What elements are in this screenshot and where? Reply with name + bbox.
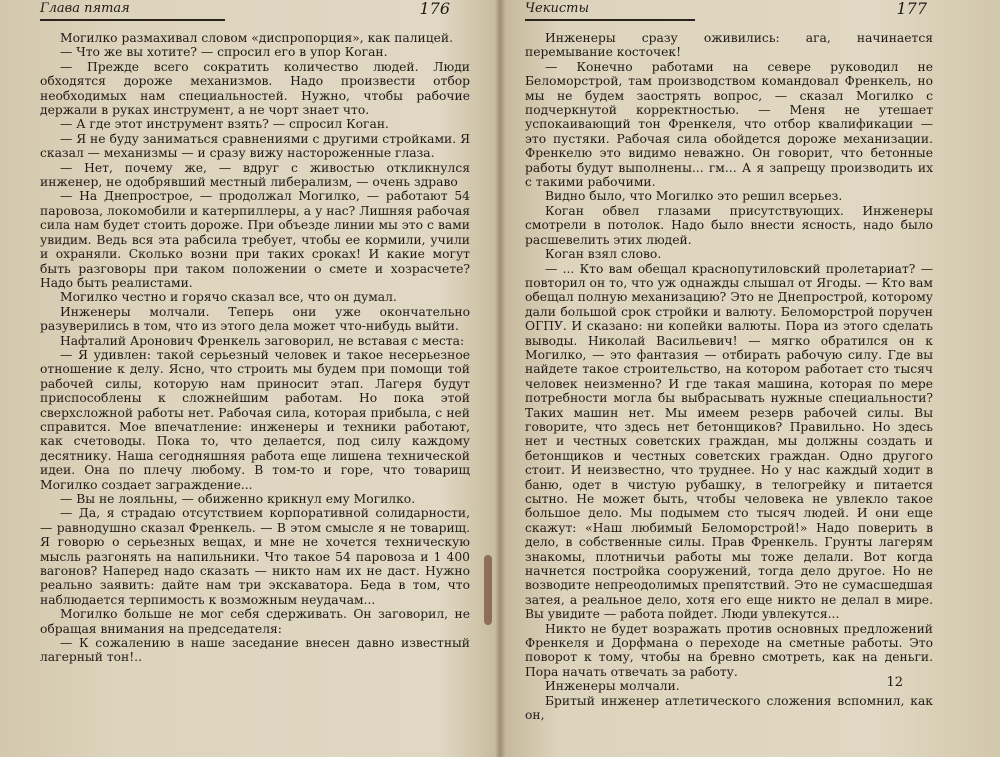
running-head	[525, 1, 933, 17]
chapter-title: Чекисты	[525, 1, 590, 16]
paragraph: — ... Кто вам обещал краснопутиловский пролетариат? — повторил он то, что уж однажды слышал от Ягоды. — Кто вам обещал полную механизацию? Это не Днепрострой, которому дали большой срок стройки и валюту. Беломорстрой поручен ОГПУ. И сказано: ни копейки валюты. Пора из этого сделать выводы. Николай Васильевич! — мягко обратился он к Могилко, — это фантазия — отбирать рабочую силу. Где вы найдете такое строительство, на котором работает сто тысяч человек неизменно? И где такая машина, которая по мере потребности могла бы выбрасывать нужные специальности? Таких машин нет. Мы имеем резерв рабочей силы. Вы говорите, что здесь нет бетонщиков? Правильно. Но здесь нет и честных советских граждан, мы должны создать и бетонщиков и честных советских граждан. Одно другого стоит. И неизвестно, что труднее. Но у нас каждый ходит в баню, одет в чистую рубашку, в телогрейку и питается сытно. Не может быть, чтобы человека не увлекло такое большое дело. Мы подымем сто тысяч людей. И они еще скажут: «Наш любимый Беломорстрой!» Надо поверить в дело, в собственные силы. Прав Френкель. Грунты лагерям знакомы, плотничьи работы мы тоже делали. Вот когда начнется постройка сооружений, тогда дело другое. Но не возводите непреодолимых препятствий. Это не сумасшедшая затея, а реальное дело, хотя его еще никто не делал в мире. Вы увидите — работа пойдет. Люди увлекутся...	[525, 261, 933, 622]
paragraph: Видно было, что Могилко это решил всерьез.	[545, 189, 843, 204]
page-number: 176	[419, 0, 450, 18]
paragraph: Могилко больше не мог себя сдерживать. Он заговорил, не обращая внимания на председателя:	[40, 607, 470, 636]
signature-mark: 12	[886, 675, 903, 690]
page-text	[40, 31, 470, 665]
paragraph: — Я удивлен: такой серьезный человек и такое несерьезное отношение к делу. Ясно, что строить мы будем при помощи той рабочей силы, которую нам приносит этап. Лагеря будут приспособлены к сложнейшим работам. Но пока этой сверхсложной работы нет. Рабочая сила, которая прибыла, с ней справится. Мое впечатление: инженеры и техники работают, как счетоводы. Пока то, что делается, под силу каждому десятнику. Наша сегодняшняя работа еще лишена технической идеи. Она по плечу любому. В том-то и горе, что товарищ Могилко создает заграждение...	[40, 347, 470, 492]
paragraph: Могилко честно и горячо сказал все, что он думал.	[60, 290, 397, 305]
header-rule	[40, 19, 225, 21]
paper-stain	[484, 555, 492, 625]
header-rule	[525, 19, 695, 21]
paragraph: Инженеры молчали. Теперь они уже окончательно разуверились в том, что из этого дела может что-нибудь выйти.	[40, 304, 470, 334]
chapter-title: Глава пятая	[40, 1, 130, 16]
page-text	[525, 31, 933, 723]
paragraph: — На Днепрострое, — продолжал Могилко, — работают 54 паровоза, локомобили и катерпиллеры, а у нас? Лишняя рабочая сила нам будет стоить дороже. При объезде линии мы это с вами увидим. Ведь вся эта рабсила требует, чтобы ее кормили, учили и охраняли. Сколько возни при таких сроках! И какие могут быть разговоры при таком положении о смете и хозрасчете? Надо быть реалистами.	[40, 189, 470, 290]
paragraph: Могилко размахивал словом «диспропорция», как палицей.	[60, 31, 454, 45]
left-page	[40, 0, 470, 757]
paragraph: — Да, я страдаю отсутствием корпоративной солидарности, — равнодушно сказал Френкель. — В этом смысле я не товарищ. Я говорю о серьезных вещах, и мне не хочется техническую мысль разгонять на напильники. Что такое 54 паровоза и 1 400 вагонов? Наперед надо сказать — никто нам их не даст. Нужно реально заявить: дайте нам три экскаватора. Беда в том, что наблюдается терпимость к возможным неудачам...	[40, 506, 470, 607]
paragraph: — Прежде всего сократить количество людей. Люди обходятся дороже механизмов. Надо произвести отбор необходимых нам специальностей. Нужно, чтобы рабочие держали в руках инструмент, а не чорт знает что.	[40, 59, 470, 118]
paragraph: — Что же вы хотите? — спросил его в упор Коган.	[60, 45, 388, 60]
right-page	[525, 0, 933, 757]
paragraph: Нафталий Аронович Френкель заговорил, не вставая с места:	[60, 333, 465, 348]
paragraph: Коган обвел глазами присутствующих. Инженеры смотрели в потолок. Надо было внести ясность, надо было расшевелить этих людей.	[525, 203, 933, 247]
paragraph: Бритый инженер атлетического сложения вспомнил, как он,	[525, 693, 933, 723]
paragraph: Инженеры молчали.	[545, 679, 680, 694]
page-number: 177	[896, 0, 927, 18]
paragraph: — К сожалению в наше заседание внесен давно известный лагерный тон!..	[40, 636, 470, 665]
paragraph: — Я не буду заниматься сравнениями с другими стройками. Я сказал — механизмы — и сразу вижу настороженные глаза.	[40, 131, 470, 161]
paragraph: — Вы не лояльны, — обиженно крикнул ему Могилко.	[60, 492, 416, 506]
paragraph: Коган взял слово.	[545, 247, 662, 262]
running-head	[40, 1, 470, 17]
paragraph: — Конечно работами на севере руководил не Беломорстрой, там производством командовал Френкель, но мы не будем заострять вопрос, — сказал Могилко с подчеркнутой корректностью. — Меня не утешает успокаивающий тон Френкеля, что отбор квалификации — это пустяки. Рабочая сила обойдется дороже механизации. Френкелю это видимо неважно. Он говорит, что бетонные работы будут выполнены... гм... А я запрещу производить их с такими рабочими.	[525, 59, 933, 190]
paragraph: Никто не будет возражать против основных предложений Френкеля и Дорфмана о переходе на сметные работы. Это поворот к тому, чтобы на бревно смотреть, как на деньги. Пора начать отвечать за работу.	[525, 621, 933, 679]
paragraph: — Нет, почему же, — вдруг с живостью откликнулся инженер, не одобрявший местный либерализм, — очень здраво	[40, 160, 470, 190]
paragraph: Инженеры сразу оживились: ага, начинается перемывание косточек!	[525, 31, 933, 60]
paragraph: — А где этот инструмент взять? — спросил Коган.	[60, 117, 389, 132]
